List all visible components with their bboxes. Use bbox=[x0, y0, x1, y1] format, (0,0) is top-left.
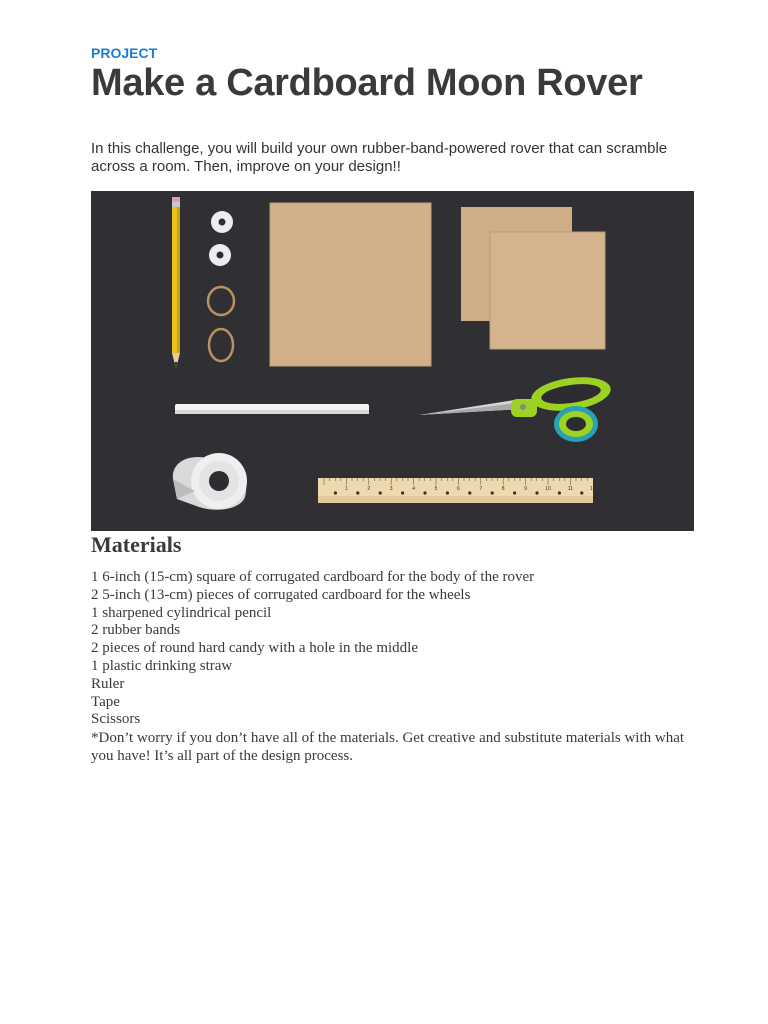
materials-photo bbox=[91, 191, 694, 531]
candy-image-bottom bbox=[209, 244, 231, 266]
ruler-number: 10 bbox=[545, 486, 551, 492]
list-item: Tape bbox=[91, 693, 120, 710]
ruler-number: 6 bbox=[457, 486, 460, 492]
list-item: Scissors bbox=[91, 711, 141, 728]
ruler-image bbox=[318, 478, 596, 503]
materials-list bbox=[91, 569, 691, 729]
ruler-hole bbox=[513, 491, 516, 494]
list-item: 2 pieces of round hard candy with a hole in the middle bbox=[91, 640, 418, 657]
ruler-number: 12 bbox=[590, 486, 596, 492]
pencil-image bbox=[172, 197, 180, 369]
ruler-number: 5 bbox=[434, 486, 438, 492]
list-item: Ruler bbox=[91, 675, 125, 692]
candy-image-top bbox=[211, 211, 233, 233]
list-item: 2 rubber bands bbox=[91, 622, 181, 639]
ruler-hole bbox=[423, 491, 426, 494]
page-title: Make a Cardboard Moon Rover bbox=[91, 62, 643, 104]
section-kicker: PROJECT bbox=[91, 45, 158, 61]
ruler-number: 8 bbox=[501, 486, 505, 492]
list-item: 1 sharpened cylindrical pencil bbox=[91, 604, 272, 621]
ruler-hole bbox=[401, 491, 404, 494]
straw-image bbox=[175, 404, 369, 414]
ruler-hole bbox=[356, 491, 359, 494]
ruler-hole bbox=[379, 491, 382, 494]
tape-dispenser-image bbox=[173, 453, 247, 510]
ruler-hole bbox=[334, 491, 337, 494]
ruler-hole bbox=[446, 491, 449, 494]
cardboard-square-image bbox=[270, 203, 431, 366]
list-item: 1 plastic drinking straw bbox=[91, 657, 233, 674]
ruler-number: 4 bbox=[412, 486, 415, 492]
intro-paragraph: In this challenge, you will build your own rubber-band-powered rover that can scramble across a room. Then, improve on your design!! bbox=[91, 140, 668, 175]
ruler-number: 3 bbox=[389, 486, 393, 492]
materials-heading: Materials bbox=[91, 532, 182, 557]
materials-photo-illustration bbox=[91, 191, 694, 531]
ruler-hole bbox=[468, 491, 471, 494]
ruler-number: 9 bbox=[524, 486, 527, 492]
ruler-hole bbox=[558, 491, 561, 494]
ruler-hole bbox=[580, 491, 583, 494]
ruler-hole bbox=[491, 491, 494, 494]
list-item: 1 6-inch (15-cm) square of corrugated cardboard for the body of the rover bbox=[91, 569, 535, 585]
ruler-number: 7 bbox=[479, 486, 483, 492]
ruler-number: 1 bbox=[345, 486, 348, 492]
list-item: 2 5-inch (13-cm) pieces of corrugated cardboard for the wheels bbox=[91, 586, 471, 603]
ruler-hole bbox=[535, 491, 538, 494]
ruler-number: 11 bbox=[567, 486, 574, 492]
ruler-number: 2 bbox=[367, 486, 371, 492]
materials-note: *Don’t worry if you don’t have all of the materials. Get creative and substitute materials with what you have! It’s all part of the design process. bbox=[91, 730, 685, 764]
